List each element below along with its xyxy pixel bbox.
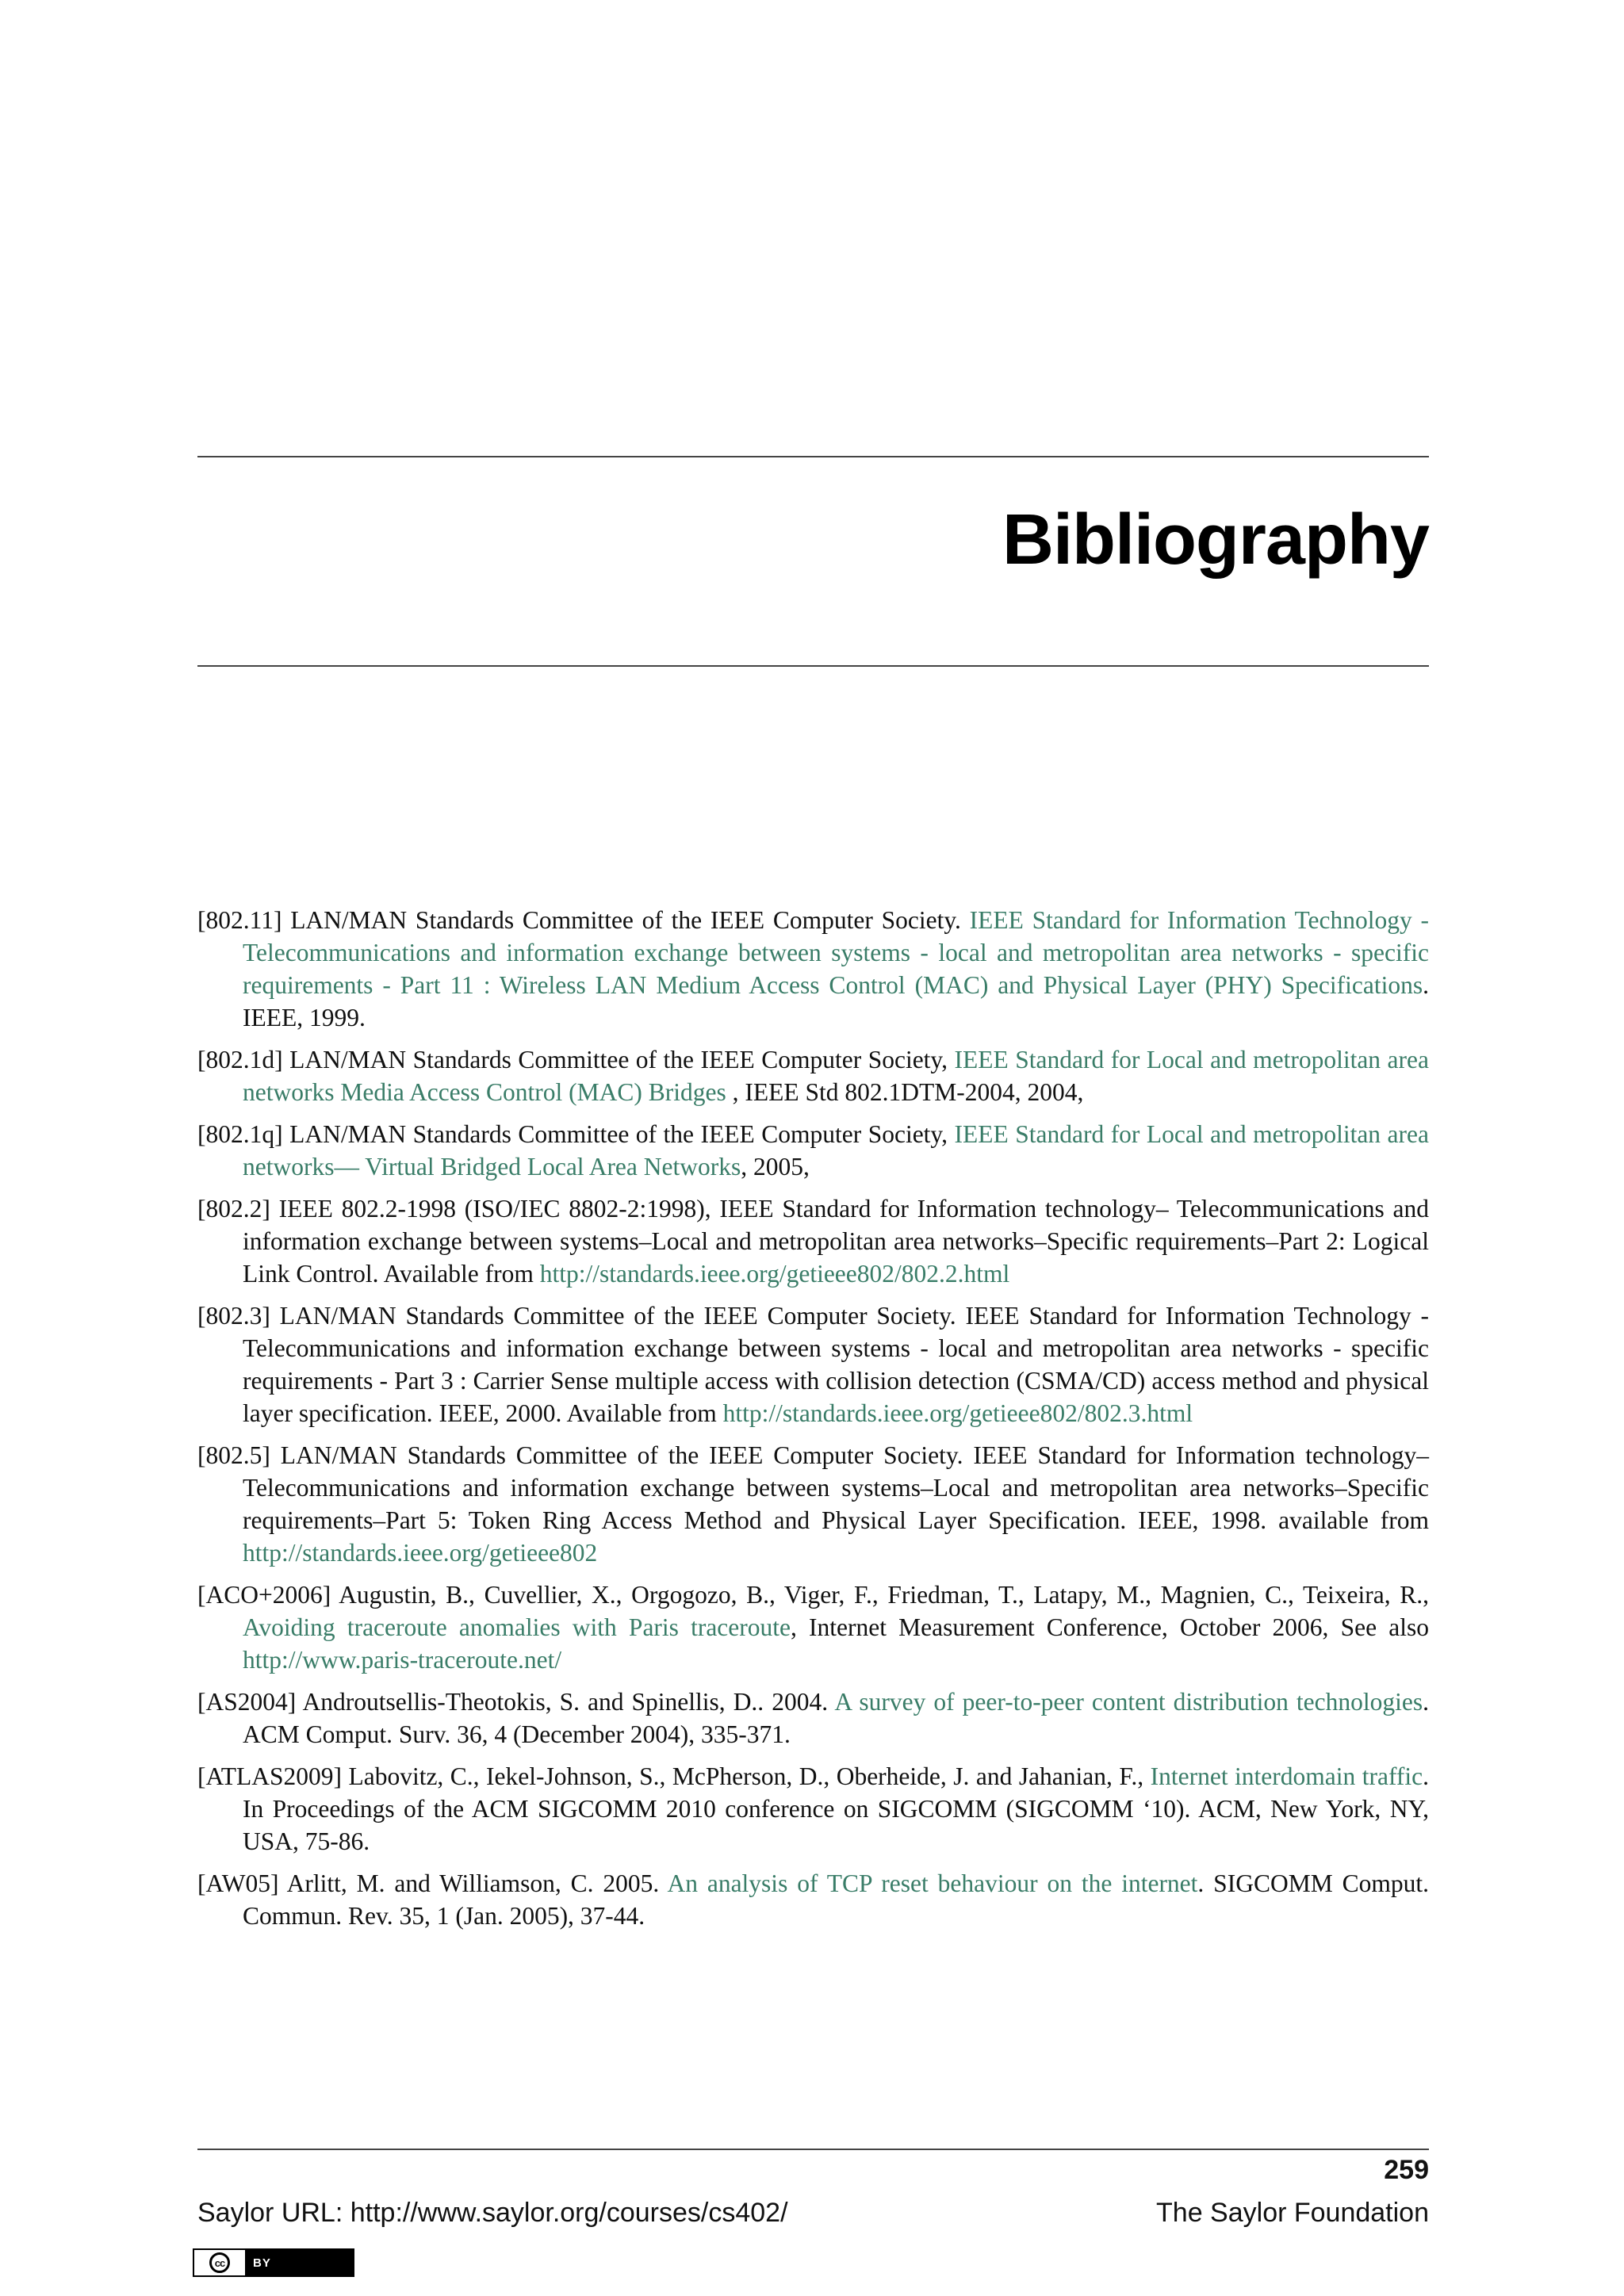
bib-link[interactable]: http://standards.ieee.org/getieee802/802.3.html [722,1399,1193,1427]
footer-rule [197,2149,1429,2150]
publisher-name: The Saylor Foundation [1156,2198,1429,2228]
bib-text: . SIGCOMM Comput. Commun. Rev. 35, 1 (Jan. 2005), 37-44. [243,1869,1429,1930]
bib-entry [197,1867,1429,1932]
bib-link[interactable]: http://www.paris-traceroute.net/ [243,1646,562,1674]
bib-link[interactable]: IEEE Standard for Local and metropolitan area networks— Virtual Bridged Local Area Networks [243,1120,1429,1181]
bib-text: . ACM Comput. Surv. 36, 4 (December 2004), 335-371. [243,1688,1429,1748]
bib-text: [802.11] LAN/MAN Standards Committee of the IEEE Computer Society. [197,906,970,934]
bib-entry [197,1439,1429,1569]
bib-link[interactable]: IEEE Standard for Local and metropolitan area networks Media Access Control (MAC) Bridges [243,1046,1429,1106]
bib-text: [AW05] Arlitt, M. and Williamson, C. 2005. [197,1869,668,1897]
bib-link[interactable]: http://standards.ieee.org/getieee802 [243,1539,598,1567]
title-rule-bottom [197,665,1429,667]
bib-link[interactable]: http://standards.ieee.org/getieee802/802.2.html [539,1260,1010,1288]
bib-text: [802.3] LAN/MAN Standards Committee of the IEEE Computer Society. IEEE Standard for Information Technology - Telecommunications and information exchange between systems - local and metropolitan area networks - specific requirements - Part 3 : Carrier Sense multiple access with collision detection (CSMA/CD) access method and physical layer specification. IEEE, 2000. Available from [197,1302,1429,1427]
bib-text: . In Proceedings of the ACM SIGCOMM 2010 conference on SIGCOMM (SIGCOMM ‘10). ACM, New York, NY, USA, 75-86. [243,1762,1429,1855]
bib-entry [197,1192,1429,1290]
title-rule-top [197,456,1429,457]
bib-link[interactable]: Avoiding traceroute anomalies with Paris traceroute [243,1613,791,1641]
bib-text: , Internet Measurement Conference, October 2006, See also [791,1613,1429,1641]
bib-text: [802.1q] LAN/MAN Standards Committee of the IEEE Computer Society, [197,1120,955,1148]
bib-entry [197,1760,1429,1858]
page-title: Bibliography [1002,500,1429,580]
bib-link[interactable]: Internet interdomain traffic [1150,1762,1423,1790]
bib-entry [197,1299,1429,1429]
bib-text: [802.1d] LAN/MAN Standards Committee of the IEEE Computer Society, [197,1046,955,1073]
bib-entry [197,1118,1429,1183]
cc-icon: cc [209,2252,230,2273]
bib-entry [197,1578,1429,1676]
by-label: BY [245,2250,353,2275]
bib-entry [197,904,1429,1034]
bib-text: , IEEE Std 802.1DTM-2004, 2004, [726,1078,1084,1106]
bib-text: , 2005, [741,1153,810,1181]
bib-text: [ATLAS2009] Labovitz, C., Iekel-Johnson, S., McPherson, D., Oberheide, J. and Jahanian, F., [197,1762,1151,1790]
bib-text: [802.5] LAN/MAN Standards Committee of the IEEE Computer Society. IEEE Standard for Information technology–Telecommunications and information exchange between systems–Local and metropolitan area networks–Specific requirements–Part 5: Token Ring Access Method and Physical Layer Specification. IEEE, 1998. available from [197,1441,1429,1534]
bib-text: [802.2] IEEE 802.2-1998 (ISO/IEC 8802-2:1998), IEEE Standard for Information technology– Telecommunications and information exchange between systems–Local and metropolitan area networks–Specific requirements–Part 2: Logical Link Control. Available from [197,1195,1429,1288]
saylor-url: Saylor URL: http://www.saylor.org/courses/cs402/ [197,2198,788,2228]
bib-link[interactable]: An analysis of TCP reset behaviour on the internet [667,1869,1198,1897]
bib-text: [AS2004] Androutsellis-Theotokis, S. and Spinellis, D.. 2004. [197,1688,835,1716]
bibliography-list [197,904,1429,1942]
bib-text: . IEEE, 1999. [243,971,1429,1031]
bib-link[interactable]: IEEE Standard for Information Technology - Telecommunications and information exchange between systems - local and metropolitan area networks - specific requirements - Part 11 : Wireless LAN Medium Access Control (MAC) and Physical Layer (PHY) Specifications [243,906,1429,999]
page-number: 259 [1384,2155,1429,2185]
bib-link[interactable]: A survey of peer-to-peer content distribution technologies [834,1688,1423,1716]
bib-text: [ACO+2006] Augustin, B., Cuvellier, X., Orgogozo, B., Viger, F., Friedman, T., Latapy, M., Magnien, C., Teixeira, R., [197,1581,1429,1609]
cc-by-license-badge [193,2248,354,2277]
bib-entry [197,1686,1429,1751]
bib-entry [197,1043,1429,1108]
